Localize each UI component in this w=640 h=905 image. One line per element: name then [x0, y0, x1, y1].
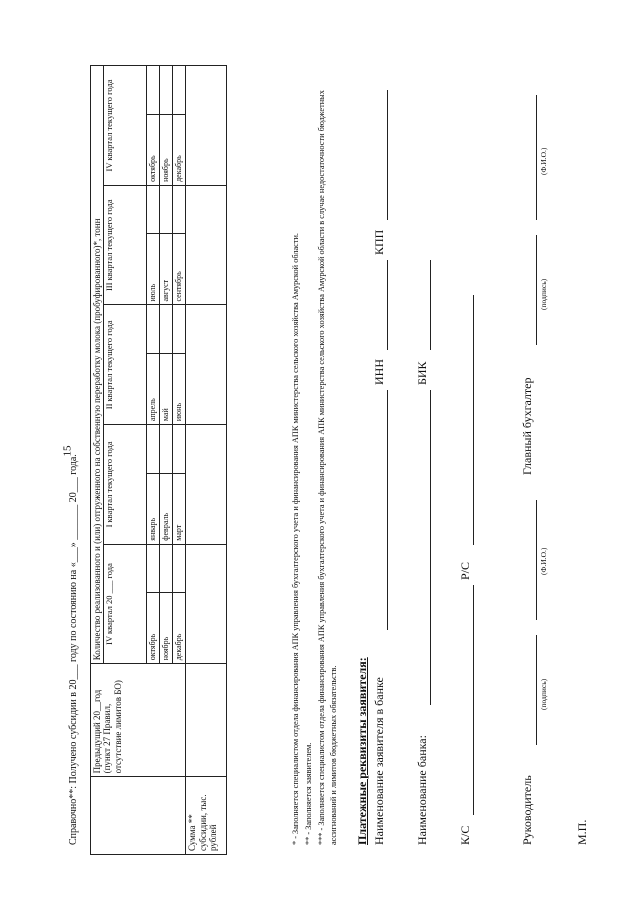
value-cell	[173, 544, 186, 592]
month-cell: сентябрь	[173, 234, 186, 305]
value-cell	[173, 185, 186, 233]
kpp-line	[387, 90, 388, 220]
value-cell	[186, 425, 227, 545]
head-fio-line	[536, 500, 537, 620]
month-cell: октябрь	[147, 114, 160, 185]
header-main: Количество реализованного и (или) отгруженного на собственную переработку молока (пробуфированного)*, тонн	[91, 66, 104, 664]
footnotes	[290, 55, 341, 845]
month-cell: июль	[147, 234, 160, 305]
value-cell	[147, 425, 160, 473]
head-signature-line	[536, 635, 537, 745]
applicant-bank-name-label: Наименование заявителя в банке	[372, 677, 386, 845]
rs-line	[473, 295, 474, 545]
value-cell	[186, 305, 227, 425]
month-cell: ноябрь	[160, 593, 173, 664]
quarter-header: I квартал текущего года	[104, 425, 147, 545]
value-cell	[147, 544, 160, 592]
ks-line	[473, 585, 474, 815]
applicant-bank-name-line	[387, 390, 388, 630]
chief-accountant-label: Главный бухгалтер	[520, 377, 534, 475]
value-cell	[147, 305, 160, 353]
value-cell	[160, 66, 173, 115]
bik-label: БИК	[415, 361, 429, 385]
signature-hint: (подпись)	[539, 678, 548, 710]
payment-title: Платежные реквизиты заявителя:	[355, 657, 369, 845]
month-cell: октябрь	[147, 593, 160, 664]
kpp-label: КПП	[372, 229, 386, 255]
quarter-header: III квартал текущего года	[104, 185, 147, 305]
value-cell	[160, 185, 173, 233]
value-cell	[173, 66, 186, 115]
fio-hint: (Ф.И.О.)	[539, 547, 548, 575]
quarter-header: IV квартал текущего года	[104, 66, 147, 186]
milk-volume-table	[90, 65, 227, 855]
bank-name-label: Наименование банка:	[415, 735, 429, 845]
value-cell	[147, 66, 160, 115]
quarter-header: IV квартал 20 ___ года	[104, 544, 147, 664]
footnote: *** - Заполняется специалистом отдела финансирования АПК управления бухгалтерского учета и финансирования АПК министерства сельского хозяйства Амурской области в случае недостаточности бюджетных ассигнований и лимитов бюджетных обязательств.	[317, 90, 339, 845]
value-cell	[186, 664, 227, 777]
reference-line: Справочно**: Получено субсидии в 20___ году по состоянию на «___» _______ 20___ года.	[68, 454, 79, 845]
footnote: * - Заполняется специалистом отдела финансирования АПК управления бухгалтерского учета и финансирования АПК министерства сельского хозяйства Амурской области.	[291, 232, 300, 845]
value-cell	[160, 544, 173, 592]
footnote: ** - Заполняется заявителем.	[304, 742, 314, 845]
month-cell: декабрь	[173, 593, 186, 664]
row-sum-label: Сумма ** субсидии, тыс. рублей	[186, 777, 227, 855]
month-cell: апрель	[147, 353, 160, 424]
table-corner-cell	[91, 777, 186, 855]
value-cell	[147, 185, 160, 233]
rotated-page-content	[60, 30, 620, 875]
value-cell	[173, 305, 186, 353]
quarter-header: II квартал текущего года	[104, 305, 147, 425]
page-number: 15	[61, 445, 74, 457]
fio-hint: (Ф.И.О.)	[539, 147, 548, 175]
inn-line	[387, 260, 388, 350]
header-prev-year: Предыдущий 20__год (пункт 27 Правил, отсутствие лимитов БО)	[91, 664, 186, 777]
month-cell: февраль	[160, 473, 173, 544]
signature-hint: (подпись)	[539, 278, 548, 310]
month-cell: декабрь	[173, 114, 186, 185]
value-cell	[186, 66, 227, 186]
bank-name-line	[430, 390, 431, 705]
bik-line	[430, 260, 431, 350]
value-cell	[173, 425, 186, 473]
value-cell	[186, 185, 227, 305]
rs-label: Р/С	[458, 561, 472, 580]
month-cell: май	[160, 353, 173, 424]
ks-label: К/С	[458, 825, 472, 845]
month-cell: июнь	[173, 353, 186, 424]
head-label: Руководитель	[520, 775, 534, 845]
month-cell: ноябрь	[160, 114, 173, 185]
mp-label: М.П.	[575, 819, 589, 845]
inn-label: ИНН	[372, 359, 386, 385]
accountant-fio-line	[536, 95, 537, 220]
month-cell: март	[173, 473, 186, 544]
accountant-signature-line	[536, 235, 537, 345]
value-cell	[160, 305, 173, 353]
value-cell	[186, 544, 227, 664]
month-cell: январь	[147, 473, 160, 544]
value-cell	[160, 425, 173, 473]
month-cell: август	[160, 234, 173, 305]
